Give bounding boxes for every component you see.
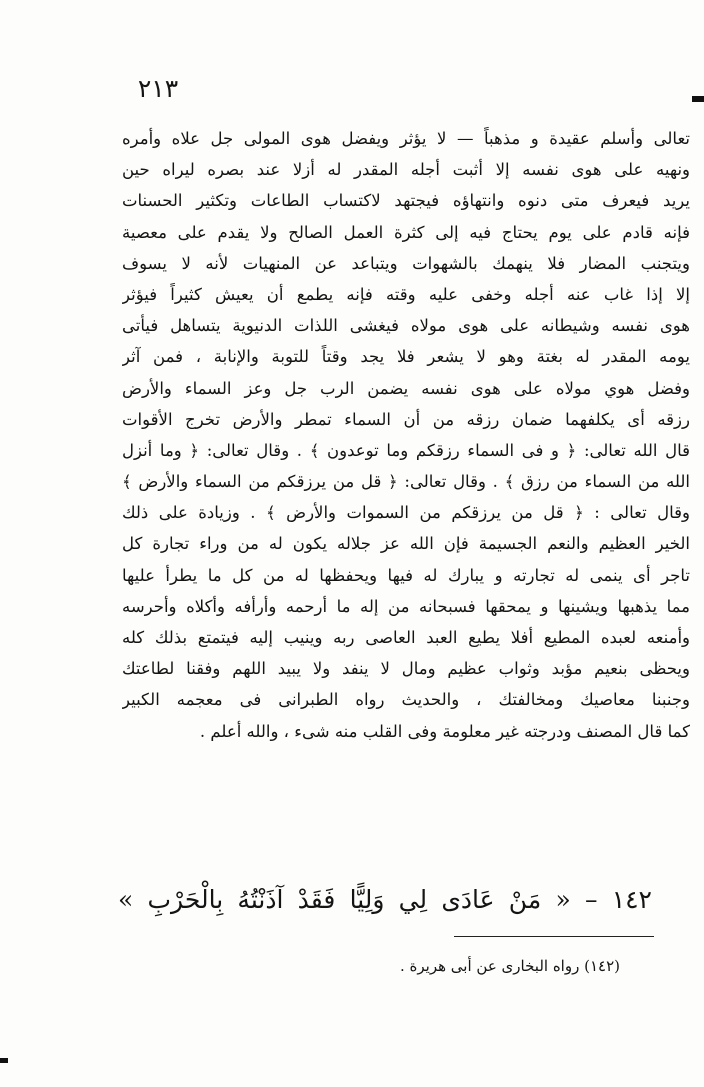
text-line: مما يذهبها ويشينها و يمحقها فسبحانه من إله ما أرحمه وأرأفه وأكلاه وأحرسه — [122, 596, 690, 616]
text-line: ويتجنب المضار فلا ينهمك بالشهوات ويتباعد عن المنهيات لأنه لا يسوف — [122, 253, 690, 273]
page-number: ٢١٣ — [137, 74, 179, 103]
edge-mark-bottom — [0, 1058, 8, 1063]
text-line: ويحظى بنعيم مؤبد وثواب عظيم ومال لا ينفد ولا يبيد اللهم وفقنا لطاعتك — [122, 659, 690, 679]
text-line: قال الله تعالى: ﴿ و فى السماء رزقكم وما توعدون ﴾ . وقال تعالى: ﴿ وما أنزل — [122, 440, 690, 460]
hadith-heading: ١٤٢ – « مَنْ عَادَى لِي وَلِيًّا فَقَدْ آذَنْتُهُ بِالْحَرْبِ » — [118, 885, 652, 914]
footnote: (١٤٢) رواه البخارى عن أبى هريرة . — [400, 957, 620, 975]
text-line: يومه المقدر له بغتة وهو لا يشعر فلا يجد وقتاً للتوبة والإنابة ، فمن آثر — [122, 347, 690, 367]
text-line: هوى نفسه وشيطانه على هوى مولاه فيغشى اللذات الدنيوية يتساهل فيأتى — [122, 316, 690, 336]
edge-mark-top — [692, 96, 704, 102]
text-line: إلا إذا غاب عنه أجله وخفى عليه وقته فإنه يطمع أن يعيش كثيراً فيؤثر — [122, 284, 690, 304]
text-line: تعالى وأسلم عقيدة و مذهباً — لا يؤثر ويفضل هوى المولى جل علاه وأمره — [122, 129, 690, 148]
text-line: فإنه قادم على يوم يحتاج فيه إلى كثرة العمل الصالح ولا يقدم على معصية — [122, 222, 690, 242]
text-line: الخير العظيم والنعم الجسيمة فإن الله عز جلاله يكون له من وراء تجارة كل — [122, 534, 690, 554]
footnote-divider — [454, 936, 654, 937]
text-line: الله من السماء من رزق ﴾ . وقال تعالى: ﴿ قل من يرزقكم من السماء والأرض ﴾ — [122, 472, 690, 492]
text-line: يريد فيعرف متى دنوه وانتهاؤه فيجتهد لاكتساب الطاعات وتكثير الحسنات — [122, 191, 690, 211]
text-line: وجنبنا معاصيك ومخالفتك ، والحديث رواه الطبرانى فى معجمه الكبير — [122, 690, 690, 710]
text-line: ونهيه على هوى نفسه إلا أثبت أجله المقدر له أزلا عند بصره ليراه حين — [122, 160, 690, 180]
text-line: وأمنعه لعبده المطيع أفلا يطيع العبد العاصى ربه وينيب إليه فيتمتع بذلك كله — [122, 628, 690, 647]
text-line: رزقه أى يكلفهما ضمان رزقه من أن السماء تمطر والأرض تخرج الأقوات — [122, 409, 690, 429]
body-text — [122, 123, 690, 747]
text-line: تاجر أى ينمى له تجارته و يبارك له فيها ويحفظها له من كل ما يطرأ عليها — [122, 565, 690, 585]
text-line: وفضل هوي مولاه على هوى نفسه يضمن الرب جل وعز السماء والأرض — [122, 378, 690, 398]
text-line: كما قال المصنف ودرجته غير معلومة وفى القلب منه شىء ، والله أعلم . — [199, 721, 690, 741]
text-line: وقال تعالى : ﴿ قل من يرزقكم من السموات والأرض ﴾ . وزيادة على ذلك — [122, 503, 690, 523]
